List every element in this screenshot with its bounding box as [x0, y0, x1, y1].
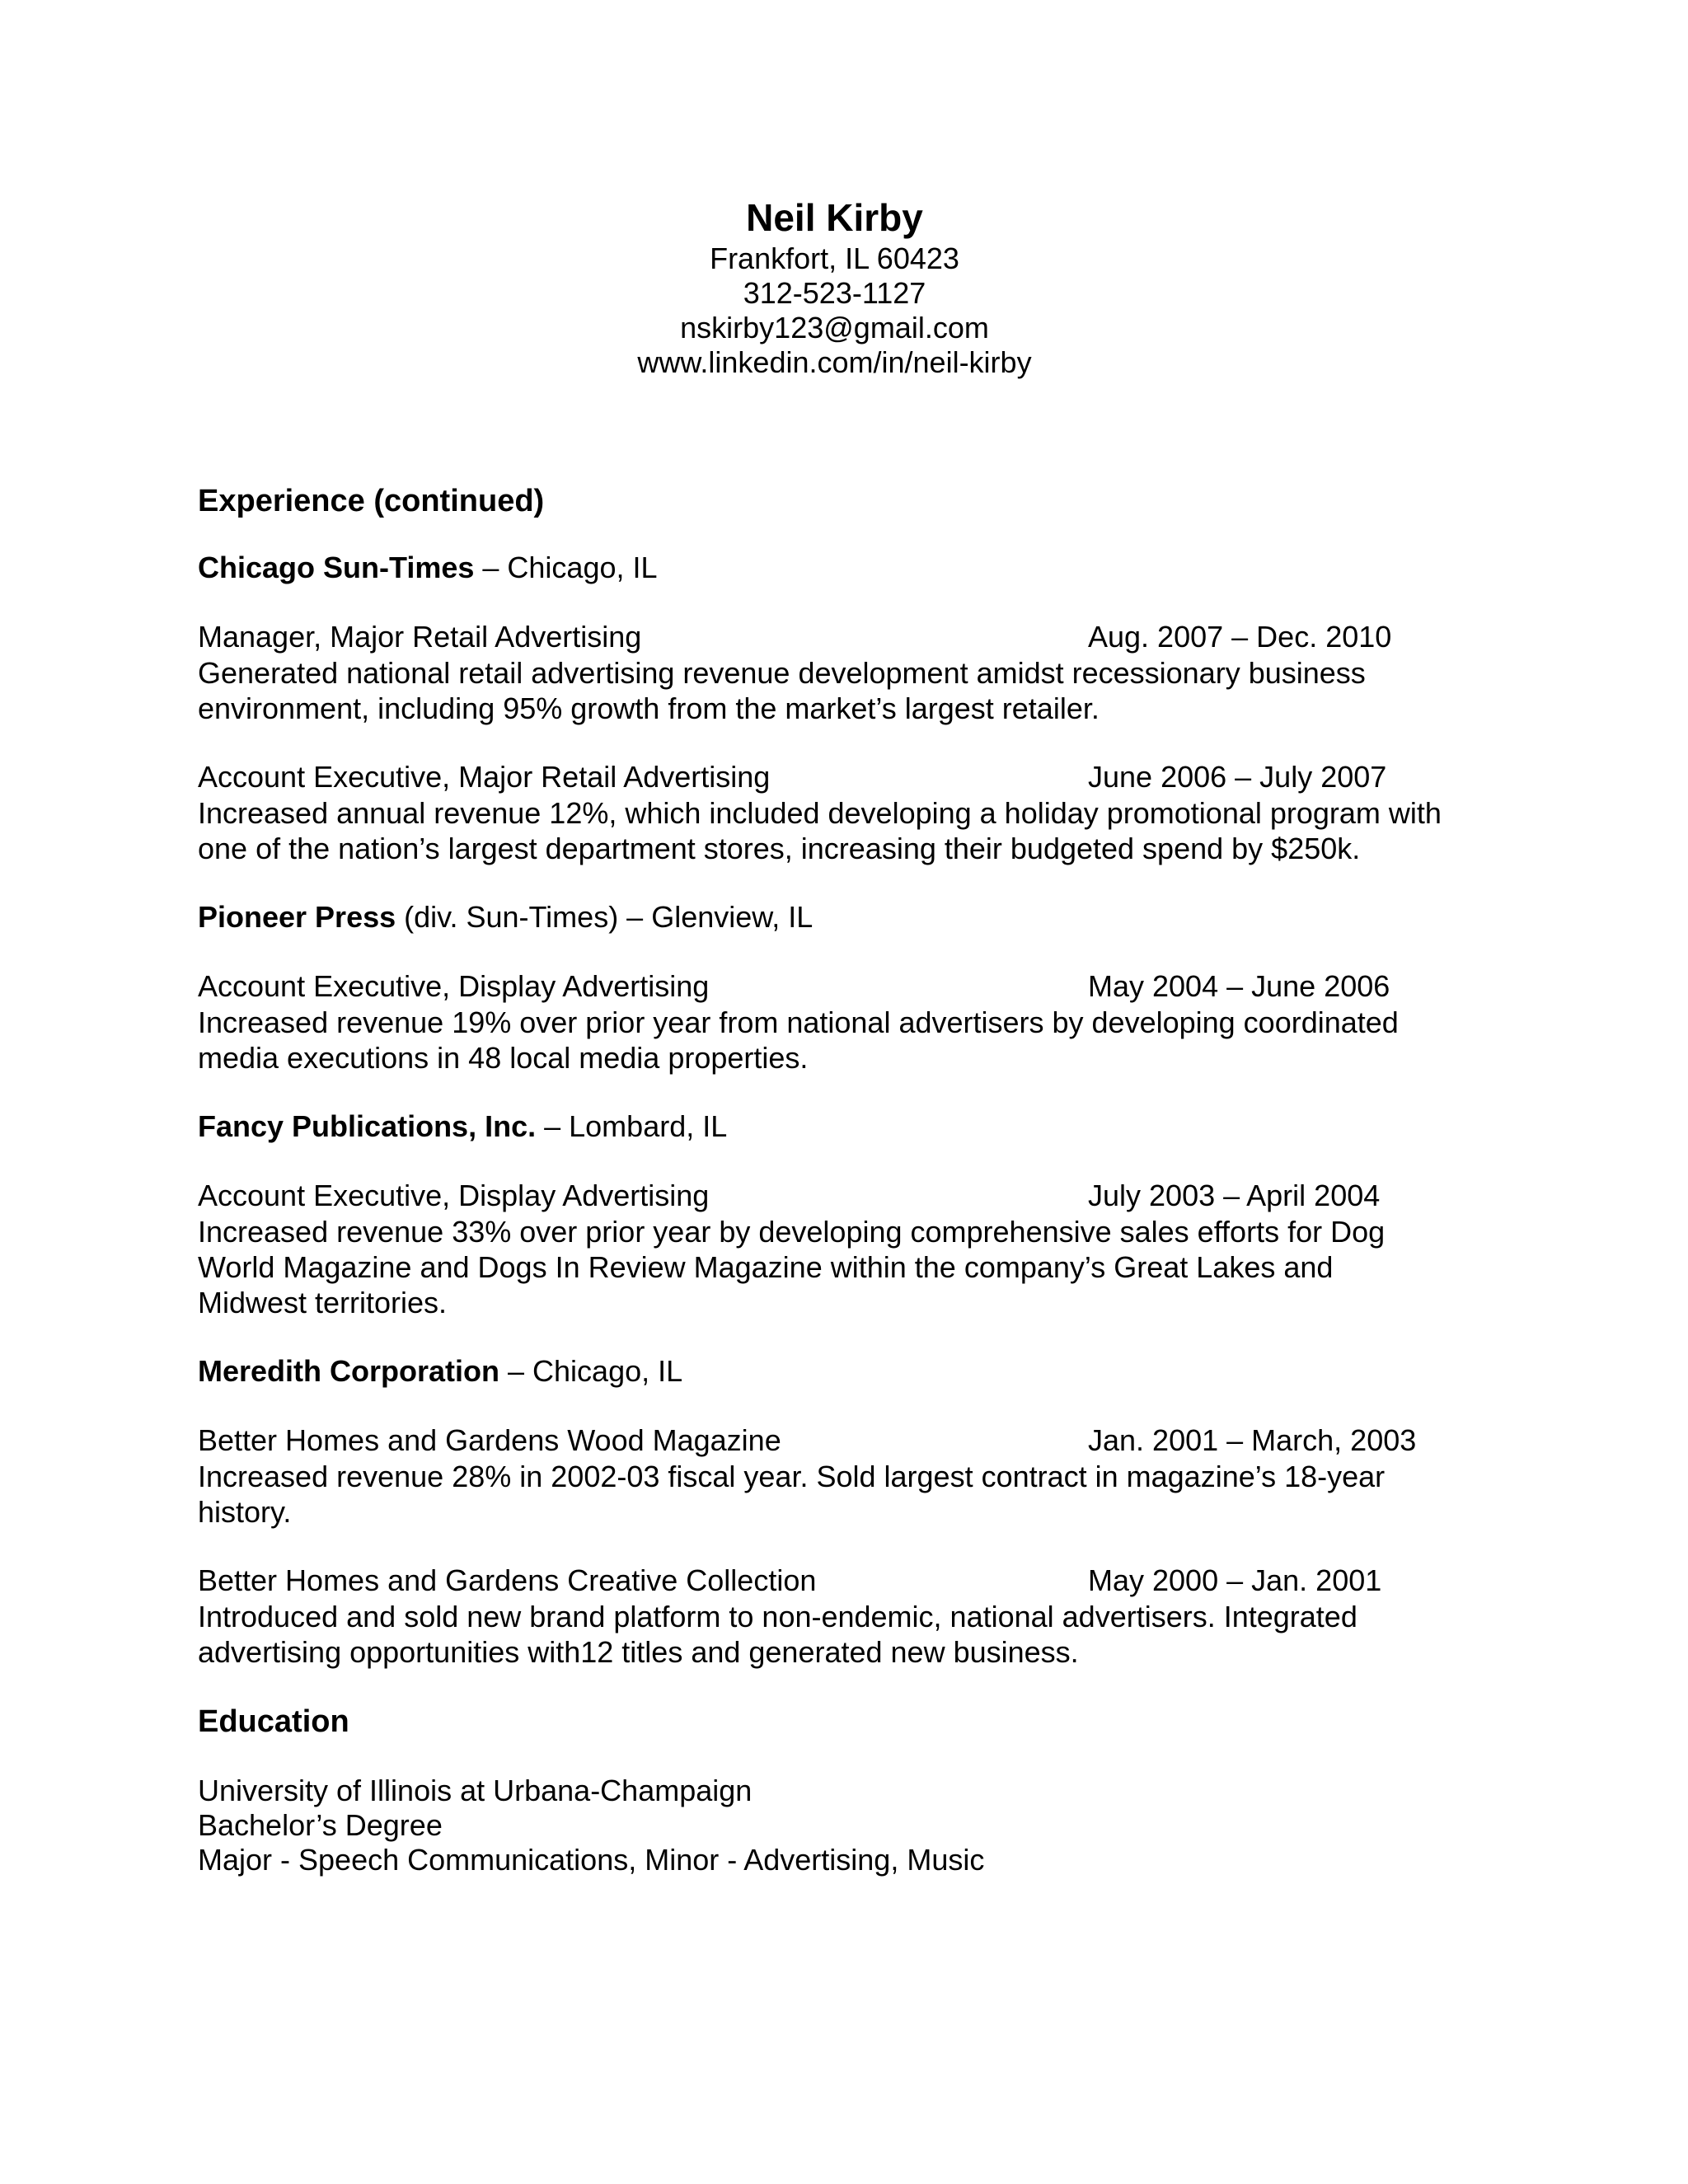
company-location: – Chicago, IL [474, 551, 658, 584]
company-block-meredith-corporation [198, 1353, 1459, 1670]
company-name: Chicago Sun-Times [198, 551, 475, 584]
education-school: University of Illinois at Urbana-Champaign [198, 1774, 753, 1807]
company-location: – Lombard, IL [536, 1109, 728, 1143]
company-line [198, 1353, 1459, 1390]
company-name: Pioneer Press [198, 900, 396, 934]
role-row [198, 1422, 1459, 1459]
company-name: Meredith Corporation [198, 1354, 499, 1388]
education-degree: Bachelor’s Degree [198, 1808, 443, 1842]
role-title: Better Homes and Gardens Wood Magazine [198, 1423, 781, 1457]
company-location: – Chicago, IL [499, 1354, 683, 1388]
role-dates: May 2004 – June 2006 [1088, 969, 1390, 1003]
role-title: Account Executive, Display Advertising [198, 1179, 710, 1212]
experience-heading: Experience (continued) [198, 484, 545, 518]
role-title: Account Executive, Display Advertising [198, 969, 710, 1003]
contact-phone: 312-523-1127 [743, 276, 926, 310]
company-block-chicago-sun-times [198, 550, 1459, 866]
role-row [198, 1178, 1459, 1214]
role-description: Increased annual revenue 12%, which included developing a holiday promotional program with one of the nation’s largest department stores, increasing their budgeted spend by $250k. [198, 796, 1442, 865]
role-dates: Jan. 2001 – March, 2003 [1088, 1423, 1417, 1457]
company-line [198, 1108, 1459, 1145]
role-dates: July 2003 – April 2004 [1088, 1179, 1381, 1212]
role-dates: Aug. 2007 – Dec. 2010 [1088, 620, 1392, 654]
role-description: Generated national retail advertising revenue development amidst recessionary business environment, including 95% growth from the market’s largest retailer. [198, 656, 1366, 725]
role-title: Better Homes and Gardens Creative Collection [198, 1563, 817, 1597]
contact-email: nskirby123@gmail.com [680, 311, 989, 344]
contact-linkedin: www.linkedin.com/in/neil-kirby [637, 345, 1032, 379]
company-location: (div. Sun-Times) – Glenview, IL [396, 900, 814, 934]
education-heading: Education [198, 1704, 349, 1739]
contact-location: Frankfort, IL 60423 [710, 241, 959, 275]
role-description: Introduced and sold new brand platform to non-endemic, national advertisers. Integrated advertising opportunities with12 titles and generated new business. [198, 1600, 1357, 1669]
role-row [198, 759, 1459, 795]
education-major: Major - Speech Communications, Minor - Advertising, Music [198, 1843, 985, 1877]
company-block-pioneer-press [198, 899, 1459, 1076]
role-description: Increased revenue 28% in 2002-03 fiscal year. Sold largest contract in magazine’s 18-year history. [198, 1460, 1386, 1529]
resume-header [0, 194, 1669, 380]
candidate-name: Neil Kirby [746, 196, 923, 239]
role-dates: May 2000 – Jan. 2001 [1088, 1563, 1382, 1597]
resume-body [198, 482, 1459, 1877]
role-description: Increased revenue 19% over prior year from national advertisers by developing coordinated media executions in 48 local media properties. [198, 1005, 1399, 1075]
role-title: Manager, Major Retail Advertising [198, 620, 642, 654]
role-dates: June 2006 – July 2007 [1088, 760, 1387, 794]
company-line [198, 899, 1459, 935]
company-block-fancy-publications [198, 1108, 1459, 1320]
role-row [198, 619, 1459, 655]
role-row [198, 968, 1459, 1005]
company-name: Fancy Publications, Inc. [198, 1109, 537, 1143]
company-line [198, 550, 1459, 586]
role-row [198, 1563, 1459, 1599]
role-title: Account Executive, Major Retail Advertising [198, 760, 771, 794]
role-description: Increased revenue 33% over prior year by developing comprehensive sales efforts for Dog World Magazine and Dogs In Review Magazine within the company’s Great Lakes and Midwest territories. [198, 1215, 1386, 1319]
